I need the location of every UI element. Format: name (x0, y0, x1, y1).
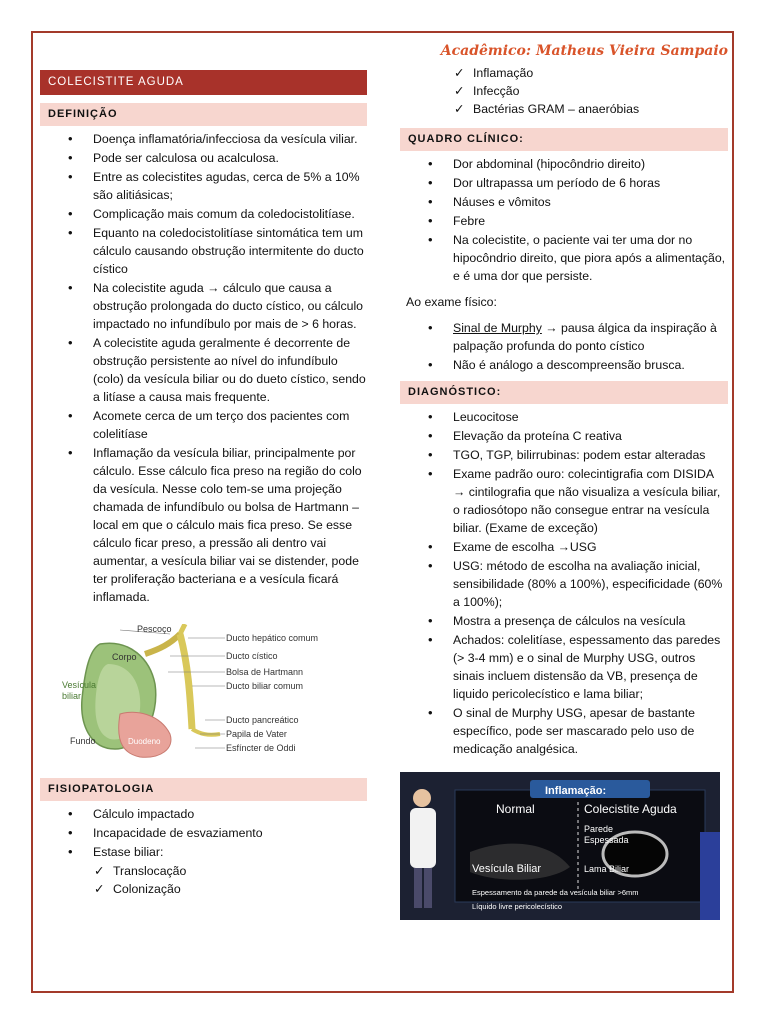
usg-title: Inflamação: (545, 785, 607, 797)
quadro-heading: QUADRO CLÍNICO: (400, 128, 728, 151)
checkmark-icon: ✓ (454, 102, 465, 116)
label-pescoco: Pescoço (137, 624, 172, 634)
label-pancreatico: Ducto pancreático (226, 715, 299, 725)
ultrasound-image (400, 772, 720, 920)
left-column (40, 70, 367, 898)
list-item: • Doença inflamatória/infecciosa da vesícula viliar. (40, 130, 367, 148)
list-item: • A colecistite aguda geralmente é decorrente de obstrução persistente ao nível do infundíbulo (colo) da vesícula biliar ou do dueto cístico, sendo a litíase a causa mais frequente. (40, 334, 367, 406)
fisiopatologia-sublist (40, 862, 367, 898)
definicao-heading: DEFINIÇÃO (40, 103, 367, 126)
list-item: • Não é análogo a descompreensão brusca. (400, 356, 728, 374)
exame-fisico-list (400, 319, 728, 374)
list-item: ✓ Infecção (454, 84, 520, 98)
fisiopatologia-list (40, 805, 367, 861)
list-item: ✓ Bactérias GRAM – anaeróbias (454, 102, 640, 116)
fisiopatologia-heading: FISIOPATOLOGIA (40, 778, 367, 801)
list-item: • Estase biliar: (40, 843, 367, 861)
gallbladder-diagram (60, 624, 320, 764)
list-item: • Na colecistite, o paciente vai ter uma dor no hipocôndrio direito, que piora após a alimentação, e é uma dor que persiste. (400, 231, 728, 285)
list-item: • Exame de escolha →USG (400, 538, 728, 556)
label-cistico: Ducto cístico (226, 651, 278, 661)
checkmark-icon: ✓ (94, 864, 105, 878)
diagnostico-heading: DIAGNÓSTICO: (400, 381, 728, 404)
list-item: ✓ Colonização (94, 882, 181, 896)
list-item: • Equanto na coledocistolitíase sintomática tem um cálculo causando obstrução intermitente do ducto cístico (40, 224, 367, 278)
list-item: • Dor ultrapassa um período de 6 horas (400, 174, 728, 192)
label-vater: Papila de Vater (226, 729, 287, 739)
murphy-term: Sinal de Murphy (453, 321, 542, 335)
list-item: • Na colecistite aguda → cálculo que causa a obstrução prolongada do ducto cístico, ou cálculo impactado no infundíbulo por mais de > 6 horas. (40, 279, 367, 333)
usg-lama-label: Lama Biliar (584, 864, 630, 874)
usg-bullet-2: Líquido livre pericolecístico (472, 902, 563, 911)
usg-vesicula-label: Vesícula Biliar (472, 863, 542, 875)
usg-parede-label: Parede Espessada (584, 824, 629, 845)
list-item: • Elevação da proteína C reativa (400, 427, 728, 445)
list-item: • Acomete cerca de um terço dos pacientes com colelitíase (40, 407, 367, 443)
list-item: • Achados: colelitíase, espessamento das paredes (> 3-4 mm) e o sinal de Murphy USG, outros sinais incluem distensão da VB, presença de liquido pericolecístico e lama biliar; (400, 631, 728, 703)
label-oddi: Esfíncter de Oddi (226, 743, 296, 753)
list-item: • Dor abdominal (hipocôndrio direito) (400, 155, 728, 173)
checkmark-icon: ✓ (454, 66, 465, 80)
label-hartmann: Bolsa de Hartmann (226, 667, 304, 677)
list-item: • Inflamação da vesícula biliar, principalmente por cálculo. Esse cálculo fica preso na região do colo da vesícula. Nesse colo tem-se uma projeção chamada de infundíbulo ou bolsa de Hartmann – local em que o cálculo mais fica preso. Se esse cálculo ficar preso, a pressão ali dentro vai aumentar, a vesícula biliar vai se distender, pode ter proliferação bacteriana e a vesícula ficará inflamada. (40, 444, 367, 606)
label-corpo: Corpo (112, 652, 137, 662)
list-item: • Sinal de Murphy → pausa álgica da inspiração à palpação profunda do ponto cístico (400, 319, 728, 355)
list-item: • Febre (400, 212, 728, 230)
list-item: • Exame padrão ouro: colecintigrafia com DISIDA → cintilografia que não visualiza a vesícula biliar, o radiosótopo não consegue entrar na vesícula biliar. (Exame de exceção) (400, 465, 728, 537)
exame-fisico-label: Ao exame físico: (406, 295, 497, 309)
list-item: • Mostra a presença de cálculos na vesícula (400, 612, 728, 630)
list-item: • Pode ser calculosa ou acalculosa. (40, 149, 367, 167)
list-item: ✓ Inflamação (454, 66, 534, 80)
list-item: • USG: método de escolha na avaliação inicial, sensibilidade (80% a 100%), especificidade (60% a 100%); (400, 557, 728, 611)
list-item: • Cálculo impactado (40, 805, 367, 823)
list-item: • Entre as colecistites agudas, cerca de 5% a 10% são alitiásicas; (40, 168, 367, 204)
page-title: COLECISTITE AGUDA (40, 70, 367, 95)
list-item: • Náuses e vômitos (400, 193, 728, 211)
label-biliar-comum: Ducto biliar comum (226, 681, 304, 691)
definicao-list (40, 130, 367, 606)
right-column (400, 40, 728, 920)
checkmark-icon: ✓ (94, 882, 105, 896)
label-fundo: Fundo (70, 736, 96, 746)
diagnostico-list (400, 408, 728, 758)
etiologia-list (400, 64, 728, 118)
usg-normal-label: Normal (496, 802, 535, 816)
label-vesicula: Vesícula biliar (62, 680, 97, 701)
author-signature: Acadêmico: Matheus Vieira Sampaio (440, 43, 728, 59)
list-item: • TGO, TGP, bilirrubinas: podem estar alteradas (400, 446, 728, 464)
label-duodeno: Duodeno (128, 737, 161, 746)
usg-colecistite-label: Colecistite Aguda (584, 802, 677, 816)
list-item: • Leucocitose (400, 408, 728, 426)
usg-bullet-1: Espessamento da parede da vesícula biliar >6mm (472, 888, 639, 897)
quadro-list (400, 155, 728, 285)
list-item: • Incapacidade de esvaziamento (40, 824, 367, 842)
label-hepatico: Ducto hepático comum (226, 633, 319, 643)
list-item: ✓ Translocação (94, 864, 187, 878)
checkmark-icon: ✓ (454, 84, 465, 98)
list-item: • Complicação mais comum da coledocistolitíase. (40, 205, 367, 223)
list-item: • O sinal de Murphy USG, apesar de bastante específico, pode ser mascarado pelo uso de medicação analgésica. (400, 704, 728, 758)
